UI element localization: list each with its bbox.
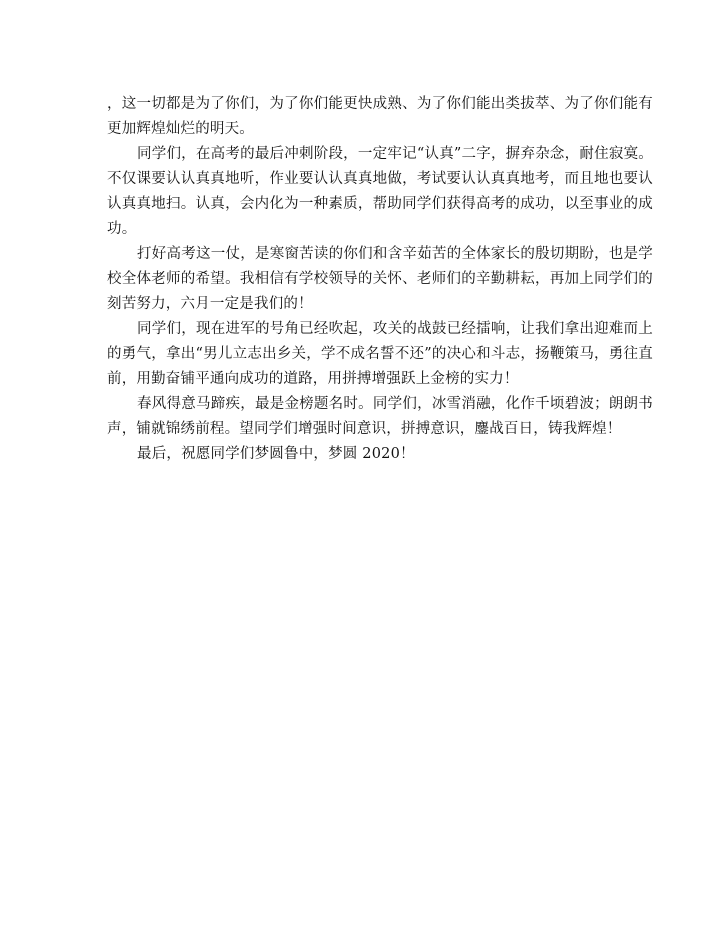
document-body bbox=[107, 92, 653, 467]
paragraph-4: 同学们，现在进军的号角已经吹起，攻关的战鼓已经擂响，让我们拿出迎难而上的勇气，拿出“男儿立志出乡关，学不成名誓不还”的决心和斗志，扬鞭策马，勇往直前，用勤奋铺平通向成功的道路，用拼搏增强跃上金榜的实力！ bbox=[107, 321, 653, 387]
paragraph-1: ，这一切都是为了你们，为了你们能更快成熟、为了你们能出类拔萃、为了你们能有更加辉煌灿烂的明天。 bbox=[107, 96, 653, 137]
paragraph-6: 最后，祝愿同学们梦圆鲁中，梦圆 2020！ bbox=[137, 446, 415, 462]
paragraph-2: 同学们，在高考的最后冲刺阶段，一定牢记“认真”二字，摒弃杂念，耐住寂寞。不仅课要认认真真地听，作业要认认真真地做，考试要认认真真地考，而且地也要认认真真地扫。认真，会内化为一种素质，帮助同学们获得高考的成功，以至事业的成功。 bbox=[107, 146, 653, 237]
paragraph-5: 春风得意马蹄疾，最是金榜题名时。同学们，冰雪消融，化作千顷碧波；朗朗书声，铺就锦绣前程。望同学们增强时间意识，拼搏意识，鏖战百日，铸我辉煌！ bbox=[107, 396, 653, 437]
paragraph-3: 打好高考这一仗，是寒窗苦读的你们和含辛茹苦的全体家长的殷切期盼，也是学校全体老师的希望。我相信有学校领导的关怀、老师们的辛勤耕耘，再加上同学们的刻苦努力，六月一定是我们的！ bbox=[107, 246, 653, 312]
